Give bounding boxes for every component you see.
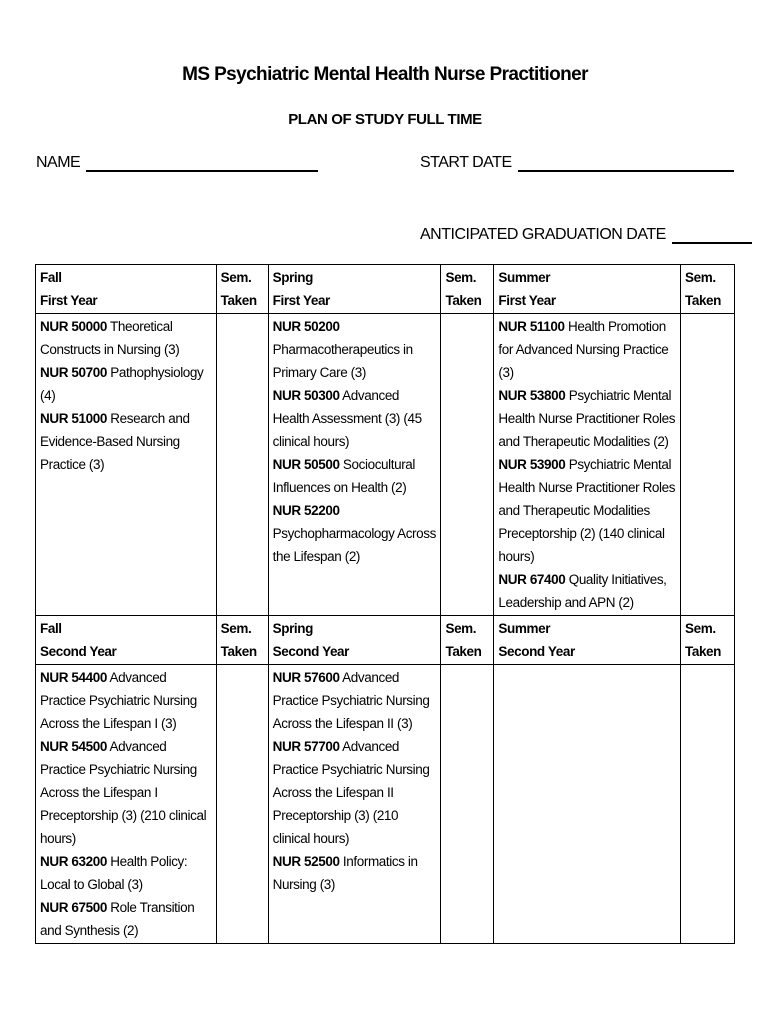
course-description: Advanced Practice Psychiatric Nursing Across the Lifespan II Preceptorship (3) (210 clinical hours) [272,739,430,846]
year1-header-row [36,265,735,314]
course-entry [498,568,676,614]
course-description: Advanced Health Assessment (3) (45 clinical hours) [272,388,422,449]
course-code: NUR 52500 [272,854,340,869]
course-description: Pharmacotherapeutics in Primary Care (3) [272,342,413,380]
year2-header-row [36,616,735,665]
fall-first-year-courses [36,314,217,616]
start-date-label: START DATE [420,154,512,171]
course-entry [273,735,437,850]
document-title: MS Psychiatric Mental Health Nurse Practitioner [182,64,588,85]
course-entry [40,735,212,850]
fall-second-year-header: Fall Second Year [36,616,217,665]
course-description: Health Policy: Local to Global (3) [40,854,188,892]
course-entry [273,384,437,453]
course-code: NUR 67500 [40,900,107,915]
plan-of-study-table [35,264,735,944]
course-code: NUR 50500 [272,457,340,472]
course-code: NUR 53800 [498,388,566,403]
course-description: Psychiatric Mental Health Nurse Practitioner Roles and Therapeutic Modalities (2) [498,388,676,449]
course-code: NUR 50200 [272,319,340,334]
course-description: Pathophysiology (4) [40,365,204,403]
sem-taken-cell[interactable] [681,665,735,944]
course-code: NUR 50700 [40,365,107,380]
course-description: Health Promotion for Advanced Nursing Practice (3) [498,319,669,380]
course-code: NUR 51000 [40,411,107,426]
course-description: Informatics in Nursing (3) [272,854,418,892]
course-entry [40,850,212,896]
course-code: NUR 54400 [40,670,107,685]
sem-taken-header: Sem. Taken [681,265,735,314]
course-description: Advanced Practice Psychiatric Nursing Across the Lifespan I Preceptorship (3) (210 clinical hours) [40,739,207,846]
course-code: NUR 57600 [272,670,340,685]
sem-taken-header: Sem. Taken [441,265,494,314]
summer-first-year-header: Summer First Year [494,265,681,314]
course-description: Advanced Practice Psychiatric Nursing Across the Lifespan I (3) [40,670,197,731]
spring-first-year-courses [268,314,441,616]
course-entry [40,407,212,476]
course-description: Research and Evidence-Based Nursing Practice (3) [40,411,190,472]
course-description: Psychopharmacology Across the Lifespan (2) [272,526,436,564]
summer-second-year-header: Summer Second Year [494,616,681,665]
course-entry [273,315,437,384]
sem-taken-cell[interactable] [681,314,735,616]
course-entry [40,361,212,407]
spring-second-year-header: Spring Second Year [268,616,441,665]
year2-courses-row [36,665,735,944]
document-subtitle: PLAN OF STUDY FULL TIME [288,111,482,128]
course-entry [498,453,676,568]
summer-second-year-courses[interactable] [494,665,681,944]
course-description: Theoretical Constructs in Nursing (3) [40,319,180,357]
start-date-blank-line[interactable] [518,154,734,172]
course-entry [273,850,437,896]
course-entry [40,896,212,942]
course-description: Sociocultural Influences on Health (2) [272,457,416,495]
course-code: NUR 54500 [40,739,107,754]
name-field [36,154,318,172]
sem-taken-cell[interactable] [216,665,268,944]
summer-first-year-courses [494,314,681,616]
start-date-field [420,154,734,172]
course-entry [40,666,212,735]
course-entry [273,453,437,499]
graduation-date-field [420,226,752,244]
course-code: NUR 63200 [40,854,107,869]
name-label: NAME [36,154,81,171]
course-description: Advanced Practice Psychiatric Nursing Across the Lifespan II (3) [272,670,430,731]
sem-taken-cell[interactable] [441,314,494,616]
year1-courses-row [36,314,735,616]
course-entry [498,384,676,453]
sem-taken-header: Sem. Taken [216,616,268,665]
graduation-date-blank-line[interactable] [672,226,752,244]
fall-second-year-courses [36,665,217,944]
sem-taken-header: Sem. Taken [216,265,268,314]
course-code: NUR 67400 [498,572,566,587]
sem-taken-cell[interactable] [441,665,494,944]
course-entry [273,499,437,568]
course-code: NUR 50000 [40,319,107,334]
graduation-date-label: ANTICIPATED GRADUATION DATE [420,226,666,243]
course-entry [273,666,437,735]
course-code: NUR 52200 [272,503,340,518]
course-code: NUR 51100 [498,319,565,334]
course-description: Role Transition and Synthesis (2) [40,900,195,938]
name-blank-line[interactable] [86,154,318,172]
sem-taken-cell[interactable] [216,314,268,616]
course-entry [498,315,676,384]
fall-first-year-header: Fall First Year [36,265,217,314]
course-code: NUR 53900 [498,457,566,472]
course-code: NUR 57700 [272,739,340,754]
sem-taken-header: Sem. Taken [441,616,494,665]
course-code: NUR 50300 [272,388,340,403]
spring-first-year-header: Spring First Year [268,265,441,314]
course-description: Psychiatric Mental Health Nurse Practitioner Roles and Therapeutic Modalities Preceptorship (2) (140 clinical hours) [498,457,676,564]
spring-second-year-courses [268,665,441,944]
course-entry [40,315,212,361]
sem-taken-header: Sem. Taken [681,616,735,665]
course-description: Quality Initiatives, Leadership and APN (2) [498,572,667,610]
